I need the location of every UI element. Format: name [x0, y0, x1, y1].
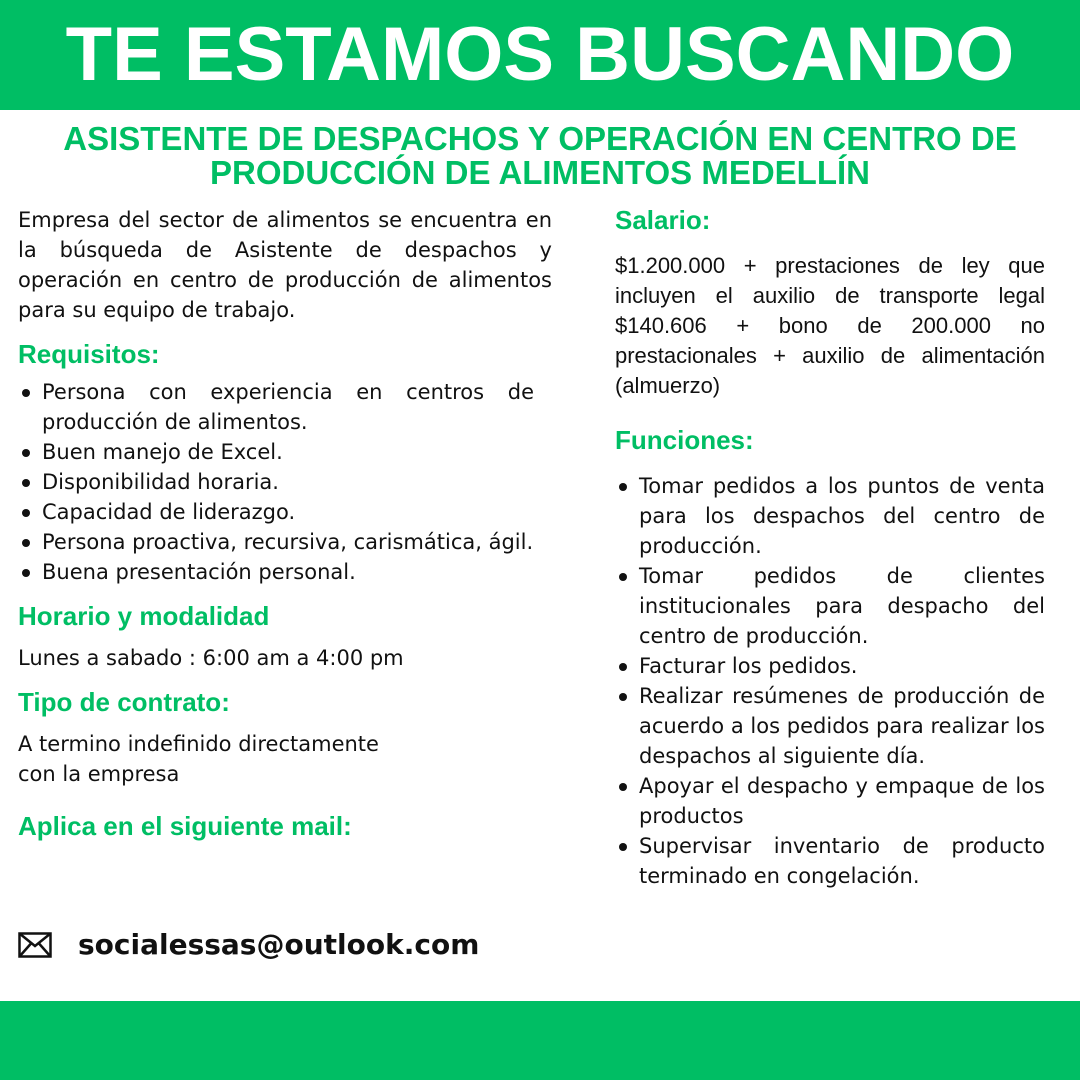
- horario-text: Lunes a sabado : 6:00 am a 4:00 pm: [18, 646, 404, 670]
- bullet-icon: [22, 479, 30, 487]
- list-item: Tomar pedidos de clientes institucionales para despacho del centro de producción.: [615, 561, 1045, 651]
- list-item: Realizar resúmenes de producción de acuerdo a los pedidos para realizar los despachos al siguiente día.: [615, 681, 1045, 771]
- job-title-line-2: PRODUCCIÓN DE ALIMENTOS MEDELLÍN: [209, 154, 871, 191]
- bullet-icon: [619, 663, 627, 671]
- bullet-icon: [22, 569, 30, 577]
- funciones-list: [615, 471, 1045, 891]
- banner-title: TE ESTAMOS BUSCANDO: [65, 12, 1015, 97]
- bullet-icon: [619, 573, 627, 581]
- header-banner: [0, 0, 1080, 110]
- intro-paragraph: Empresa del sector de alimentos se encuentra en la búsqueda de Asistente de despachos y operación en centro de producción de alimentos para su equipo de trabajo.: [18, 208, 552, 322]
- list-item: Tomar pedidos a los puntos de venta para los despachos del centro de producción.: [615, 471, 1045, 561]
- list-item: Persona proactiva, recursiva, carismática, ágil.: [18, 527, 534, 557]
- bullet-icon: [22, 389, 30, 397]
- bullet-icon: [619, 783, 627, 791]
- contrato-line-2: con la empresa: [18, 762, 180, 786]
- list-item: Apoyar el despacho y empaque de los productos: [615, 771, 1045, 831]
- contrato-line-1: A termino indefinido directamente: [18, 732, 379, 756]
- requisitos-list: [18, 377, 534, 587]
- list-item: Facturar los pedidos.: [615, 651, 1045, 681]
- list-item: Disponibilidad horaria.: [18, 467, 534, 497]
- list-item: Capacidad de liderazgo.: [18, 497, 534, 527]
- email-link[interactable]: socialessas@outlook.com: [78, 928, 480, 961]
- bullet-icon: [22, 509, 30, 517]
- list-item: Supervisar inventario de producto terminado en congelación.: [615, 831, 1045, 891]
- contrato-text: [18, 729, 552, 789]
- aplica-heading: Aplica en el siguiente mail:: [18, 811, 352, 841]
- bullet-icon: [619, 483, 627, 491]
- right-column: [615, 205, 1045, 891]
- contrato-heading: Tipo de contrato:: [18, 687, 230, 717]
- salario-heading: Salario:: [615, 205, 711, 235]
- bullet-icon: [22, 449, 30, 457]
- requisitos-heading: Requisitos:: [18, 339, 160, 369]
- list-item: Buen manejo de Excel.: [18, 437, 534, 467]
- job-title-line-1: ASISTENTE DE DESPACHOS Y OPERACIÓN EN CENTRO DE: [63, 120, 1017, 157]
- bullet-icon: [619, 693, 627, 701]
- envelope-icon: [18, 932, 52, 958]
- list-item: Buena presentación personal.: [18, 557, 534, 587]
- salario-text: $1.200.000 + prestaciones de ley que incluyen el auxilio de transporte legal $140.606 + bono de 200.000 no prestacionales + auxilio de alimentación (almuerzo): [615, 253, 1045, 398]
- email-row: [18, 928, 479, 961]
- footer-band: [0, 1001, 1080, 1080]
- list-item: Persona con experiencia en centros de producción de alimentos.: [18, 377, 534, 437]
- job-title: [20, 122, 1060, 190]
- bullet-icon: [619, 843, 627, 851]
- funciones-heading: Funciones:: [615, 425, 754, 455]
- horario-heading: Horario y modalidad: [18, 601, 270, 631]
- left-column: [18, 205, 552, 841]
- bullet-icon: [22, 539, 30, 547]
